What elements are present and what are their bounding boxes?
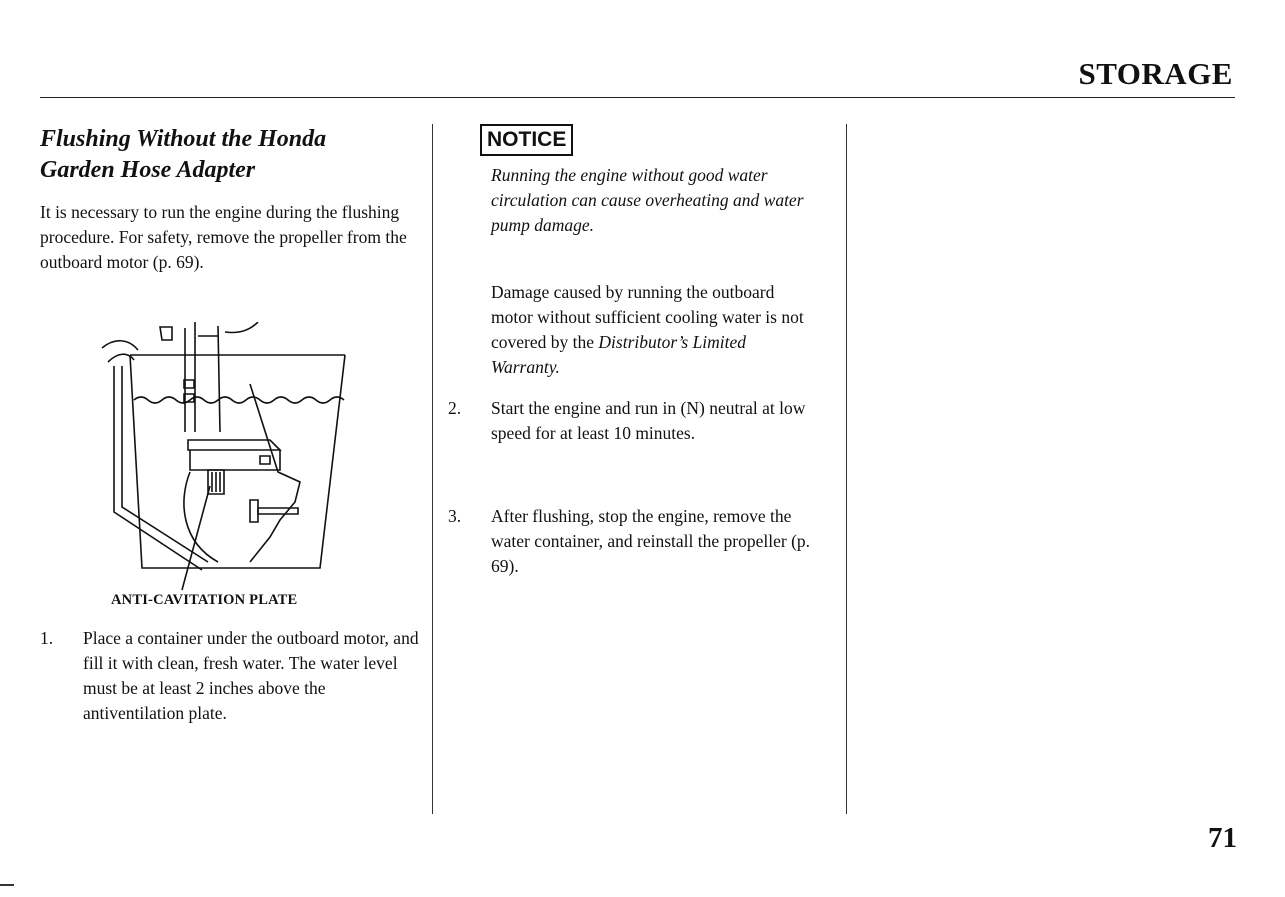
column-divider-right (846, 124, 847, 814)
corner-mark (0, 884, 14, 886)
step-3-text: After flushing, stop the engine, remove the water container, and reinstall the propeller (p. 69). (491, 506, 811, 576)
notice-text: Running the engine without good water circulation can cause overheating and water pump damage. (491, 165, 804, 235)
column-divider-left (432, 124, 433, 814)
motor-top-part (160, 327, 172, 340)
header-rule (40, 97, 1235, 98)
notice-body (491, 280, 811, 380)
step-3-number: 3. (448, 506, 462, 526)
hose-line-a (114, 366, 202, 570)
propeller-hub (250, 500, 258, 522)
hose-top-line (102, 341, 138, 350)
lower-unit-outline (250, 384, 300, 562)
step-2 (448, 396, 818, 446)
motor-handle (225, 322, 258, 333)
gear-case-upper (190, 450, 280, 470)
step-2-number: 2. (448, 398, 462, 418)
step-1-text: Place a container under the outboard motor, and fill it with clean, fresh water. The water level must be at least 2 inches above the antiventilation plate. (83, 628, 419, 723)
step-3 (448, 504, 818, 579)
anti-cavitation-plate (188, 440, 280, 450)
figure-caption: ANTI-CAVITATION PLATE (111, 592, 298, 608)
step-1-number: 1. (40, 628, 54, 648)
step-1 (40, 626, 420, 726)
shaft-line-3 (218, 326, 220, 432)
grille-slots (212, 472, 220, 492)
section-title: STORAGE (1078, 56, 1233, 91)
step-2-text: Start the engine and run in (N) neutral at low speed for at least 10 minutes. (491, 398, 806, 443)
notice-label: NOTICE (480, 124, 573, 156)
notice-body-warranty: Distributor’s Limited Warranty. (491, 332, 747, 377)
caption-leader-line (182, 486, 210, 590)
notice-body-text: Damage caused by running the outboard motor without sufficient cooling water is not covered by the (491, 282, 804, 352)
gear-case-mark (260, 456, 270, 464)
propeller-shaft (258, 508, 298, 514)
intro-paragraph: It is necessary to run the engine during the flushing procedure. For safety, remove the propeller from the outboard motor (p. 69). (40, 202, 407, 272)
water-surface (134, 397, 344, 403)
flushing-illustration (100, 322, 360, 597)
section-heading (40, 124, 420, 186)
section-heading-line1: Flushing Without the Honda (40, 126, 327, 152)
section-heading-line2: Garden Hose Adapter (40, 157, 256, 183)
page-number: 71 (1208, 822, 1237, 854)
container-body (130, 355, 345, 568)
